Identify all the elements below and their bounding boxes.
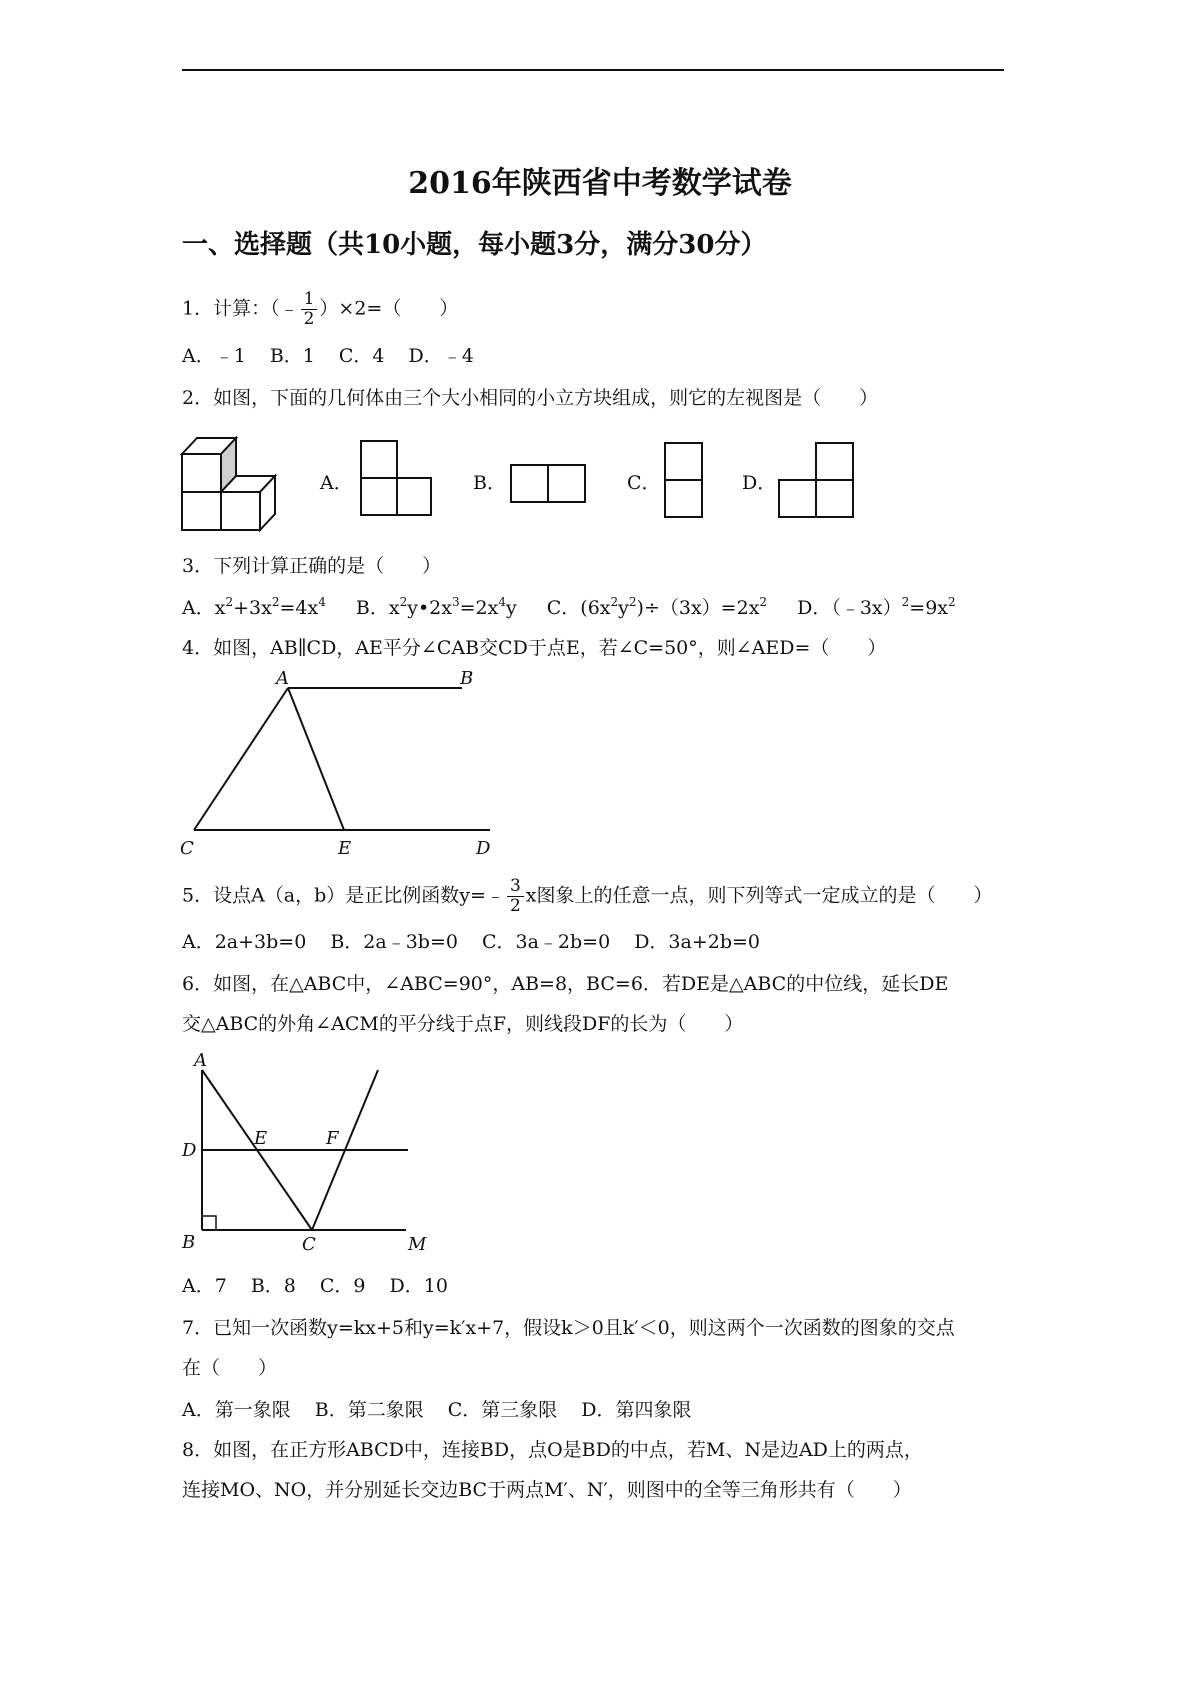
question-3: 3．下列计算正确的是（ ） [182, 555, 442, 577]
question-7-line-2: 在（ ） [182, 1357, 278, 1379]
point-e-label: E [338, 838, 352, 859]
q3-option-d: D．$(﹣3x)^2=9x^2$ [797, 595, 956, 619]
point-b-label: B [460, 668, 474, 689]
point-d-label: D [182, 1140, 197, 1161]
point-m-label: M [408, 1234, 427, 1255]
question-8-line-1: 8．如图，在正方形ABCD中，连接BD，点O是BD的中点，若M、N是边AD上的两点， [182, 1439, 923, 1461]
header-rule [182, 69, 1004, 71]
question-1: 1．计算：（﹣ $\frac{1}{2}$ ）×2=（ ） [182, 289, 459, 329]
q4-parallel-lines-figure [180, 670, 500, 860]
point-a-label: A [194, 1050, 207, 1071]
option-a-figure [360, 440, 432, 516]
point-f-label: F [326, 1128, 339, 1149]
question-6-line-2: 交△ABC的外角∠ACM的平分线于点F，则线段DF的长为（ ） [182, 1013, 744, 1035]
question-6-line-1: 6．如图，在△ABC中，∠ABC=90°，AB=8，BC=6．若DE是△ABC的中位线，延长DE [182, 973, 949, 995]
q2-option-a-label: A． [320, 472, 353, 494]
point-b-label: B [182, 1232, 196, 1253]
point-c-label: C [302, 1234, 316, 1255]
question-7-options: A．第一象限 B．第二象限 C．第三象限 D．第四象限 [182, 1399, 692, 1421]
q3-option-b: B．$x^2y•2x^3=2x^4y$ [355, 595, 517, 619]
q2-option-b-label: B． [473, 472, 506, 494]
question-5: 5．设点A（a，b）是正比例函数y=﹣ $\frac{3}{2}$ x图象上的任意一点，则下列等式一定成立的是（ ） [182, 876, 993, 916]
question-2: 2．如图，下面的几何体由三个大小相同的小立方块组成，则它的左视图是（ ） [182, 387, 879, 409]
q2-option-c-label: C． [627, 472, 661, 494]
fraction-one-half: $\frac{1}{2}$ [301, 290, 318, 329]
question-6-options: A．7 B．8 C．9 D．10 [182, 1275, 448, 1297]
point-a-label: A [276, 668, 289, 689]
point-d-label: D [476, 838, 491, 859]
q6-triangle-figure [180, 1050, 440, 1255]
option-c-figure [664, 442, 704, 518]
page-title: 2016年陕西省中考数学试卷 [408, 166, 792, 201]
option-d-figure [778, 442, 854, 518]
cube-solid-figure [180, 430, 280, 530]
question-3-options [182, 596, 980, 620]
question-1-options: A．﹣1 B．1 C．4 D．﹣4 [182, 345, 474, 367]
question-4: 4．如图，AB∥CD，AE平分∠CAB交CD于点E，若∠C=50°，则∠AED=（ ） [182, 637, 887, 659]
q3-option-c: C．$(6x^2y^2)\div(3x)=2x^2$ [546, 595, 768, 619]
point-c-label: C [180, 838, 194, 859]
question-8-line-2: 连接MO、NO，并分别延长交边BC于两点M′、N′，则图中的全等三角形共有（ ） [182, 1479, 912, 1501]
q3-option-a: A．$x^2+3x^2=4x^4$ [182, 595, 326, 619]
fraction-three-halves: $\frac{3}{2}$ [507, 877, 524, 916]
option-b-figure [510, 464, 586, 504]
question-7-line-1: 7．已知一次函数y=kx+5和y=k′x+7，假设k＞0且k′＜0，则这两个一次函数的图象的交点 [182, 1317, 955, 1339]
q2-option-d-label: D． [742, 472, 777, 494]
point-e-label: E [254, 1128, 268, 1149]
question-5-options: A．2a+3b=0 B．2a﹣3b=0 C．3a﹣2b=0 D．3a+2b=0 [182, 931, 761, 953]
section-heading: 一、选择题（共10小题，每小题3分，满分30分） [182, 230, 767, 260]
